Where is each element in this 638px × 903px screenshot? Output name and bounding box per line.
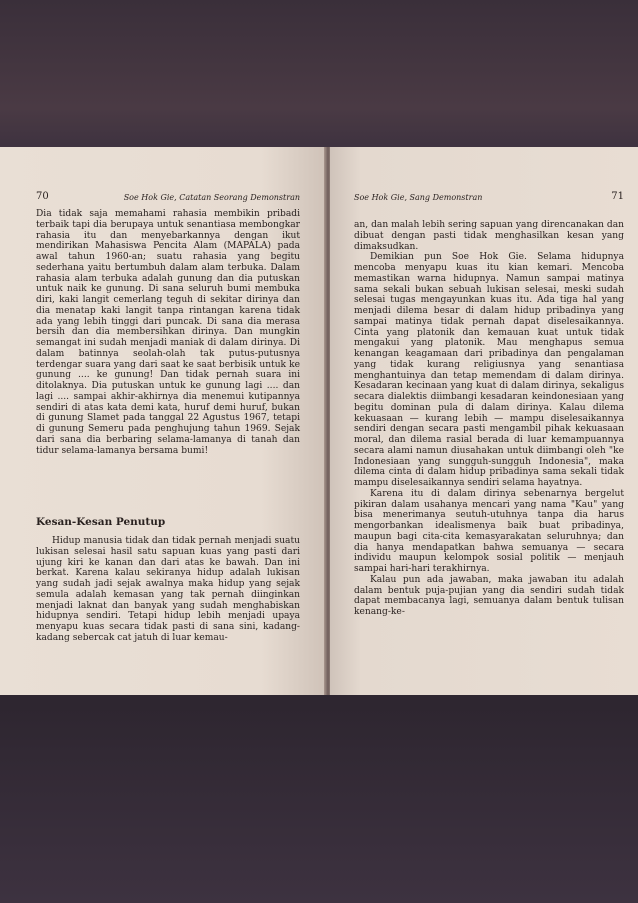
open-book <box>0 147 638 695</box>
paragraph: Hidup manusia tidak dan tidak pernah menjadi suatu lukisan selesai hasil satu sapuan kuas yang pasti dari ujung kiri ke kanan dan dari atas ke bawah. Dan ini berkat. Karena kalau sekiranya hidup adalah lukisan yang sudah jadi sejak awalnya maka hidup yang sejak semula adalah kemasan yang tak pernah diinginkan menjadi laknat dan banyak yang sudah menghabiskan hidupnya sendiri. Tetapi hidup lebih menjadi upaya menyapu kuas secara tidak pasti di sana sini, kadang-kadang sebercak cat jatuh di luar kemau- <box>36 536 300 643</box>
paragraph: Demikian pun Soe Hok Gie. Selama hidupnya mencoba menyapu kuas itu kian kemari. Mencoba memastikan warna hidupnya. Namun sampai matinya sama sekali bukan sebuah lukisan selesai, meski sudah selesai tugas mengayunkan kuas itu. Ada tiga hal yang menjadi dilema besar di dalam hidup pribadinya yang sampai matinya tidak pernah dapat diselesaikannya. Cinta yang platonik dan kemauan kuat untuk tidak mengakui yang platonik. Mau menghapus semua kenangan keagamaan dari pribadinya dan pengalaman yang tidak kurang religiusnya yang senantiasa menghantuinya dan tetap memendam di dalam dirinya. Kesadaran kecinaan yang kuat di dalam dirinya, sekaligus secara dialektis diimbangi kesadaran keindonesiaan yang begitu dominan pula di dalam dirinya. Kalau dilema kekuasaan — kurang lebih — mampu diselesaikannya sendiri dengan secara pasti mengambil pihak kekuasaan moral, dan dilema rasial berada di luar kemampuannya secara alami namun diusahakan untuk diimbangi oleh "ke Indonesiaan yang sungguh-sungguh Indonesia", maka dilema cinta di dalam hidup pribadinya sama sekali tidak mampu diselesaikannya sendiri selama hayatnya. <box>354 252 624 488</box>
right-page <box>330 147 638 695</box>
paragraph: Dia tidak saja memahami rahasia membikin pribadi terbaik tapi dia berupaya untuk senantiasa membongkar rahasia itu dan menyebarkannya dengan ikut mendirikan Mahasiswa Pencita Alam (MAPALA) pada awal tahun 1960-an; suatu rahasia yang begitu sederhana yaitu bertumbuh dalam alam terbuka. Dalam rahasia alam terbuka adalah gunung dan dia putuskan untuk naik ke gunung. Di sana seluruh bumi membuka diri, kaki langit cemerlang teguh di sekitar dirinya dan dia menatap kaki langit tanpa rintangan karena tidak ada yang lebih tinggi dari puncak. Di sana dia merasa bersih dan dia membersihkan dirinya. Dan mungkin semangat ini sudah menjadi maniak di dalam dirinya. Di dalam batinnya seolah-olah tak putus-putusnya terdengar suara yang dari saat ke saat berbisik untuk ke gunung .... ke gunung! Dan tidak pernah suara ini ditolaknya. Dia putuskan untuk ke gunung lagi .... dan lagi .... sampai akhir-akhirnya dia menemui kutipannya sendiri di atas kata demi kata, huruf demi huruf, bukan di gunung Slamet pada tanggal 22 Agustus 1967, tetapi di gunung Semeru pada penghujung tahun 1969. Sejak dari sana dia berbaring selama-lamanya di tanah dan tidur selama-lamanya bersama bumi! <box>36 209 300 456</box>
left-section-text <box>36 536 300 644</box>
paragraph: Karena itu di dalam dirinya sebenarnya bergelut pikiran dalam usahanya mencari yang nama "Kau" yang bisa menerimanya seutuh-utuhnya tanpa dia harus mengorbankan idealismenya baik buat pribadinya, maupun bagi cita-cita kemasyarakatan seluruhnya; dan dia hanya mendapatkan bahwa semuanya — secara individu maupun kelompok sosial politik — menjauh sampai hari-hari terakhirnya. <box>354 488 624 574</box>
right-body-text <box>354 220 624 618</box>
left-page <box>0 147 326 695</box>
page-number: 71 <box>611 191 624 202</box>
page-number: 70 <box>36 191 49 202</box>
running-head: Soe Hok Gie, Sang Demonstran <box>354 193 483 202</box>
paragraph: Kalau pun ada jawaban, maka jawaban itu adalah dalam bentuk puja-pujian yang dia sendiri sudah tidak dapat membacanya lagi, semuanya dalam bentuk tulisan kenang-ke- <box>354 574 624 617</box>
running-head: Soe Hok Gie, Catatan Seorang Demonstran <box>123 193 300 202</box>
section-heading: Kesan-Kesan Penutup <box>36 516 166 528</box>
paragraph: an, dan malah lebih sering sapuan yang direncanakan dan dibuat dengan pasti tidak menghasilkan kesan yang dimaksudkan. <box>354 220 624 252</box>
left-body-text <box>36 209 300 456</box>
